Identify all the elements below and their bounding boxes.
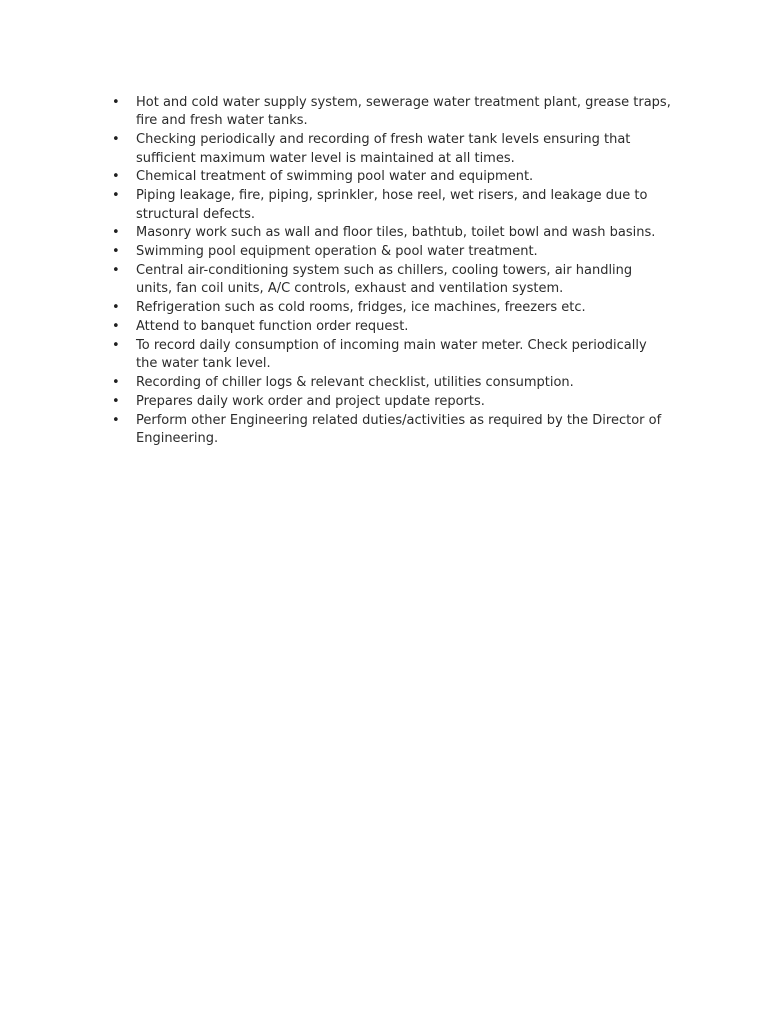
list-item-text: Central air-conditioning system such as chillers, cooling towers, air handling units, fan coil units, A/C controls, exhaust and ventilation system.	[136, 263, 633, 297]
bullet-icon: •	[112, 319, 120, 334]
list-item-text: Hot and cold water supply system, sewerage water treatment plant, grease traps, fire and fresh water tanks.	[136, 95, 671, 129]
list-item	[112, 243, 672, 261]
list-item	[112, 224, 672, 242]
bullet-icon: •	[112, 393, 120, 409]
list-item-text: Refrigeration such as cold rooms, fridges, ice machines, freezers etc.	[136, 300, 586, 316]
list-item	[112, 262, 672, 299]
bullet-icon: •	[112, 95, 120, 110]
list-item	[112, 299, 672, 317]
bullet-icon: •	[112, 244, 120, 260]
list-item	[112, 393, 672, 411]
list-item-text: Attend to banquet function order request.	[136, 319, 409, 334]
list-item	[112, 94, 672, 131]
bullet-icon: •	[112, 225, 120, 241]
list-item-text: Prepares daily work order and project update reports.	[136, 393, 485, 409]
list-item	[112, 412, 672, 449]
list-item-text: Swimming pool equipment operation & pool water treatment.	[136, 244, 538, 260]
list-item-text: To record daily consumption of incoming main water meter. Check periodically the water tank level.	[136, 337, 647, 372]
duties-bullet-list	[112, 94, 672, 449]
bullet-icon: •	[112, 132, 120, 148]
bullet-icon: •	[112, 375, 120, 390]
list-item	[112, 318, 672, 336]
bullet-icon: •	[112, 300, 120, 316]
list-item	[112, 168, 672, 186]
list-item	[112, 337, 672, 374]
list-item-text: Checking periodically and recording of fresh water tank levels ensuring that sufficient maximum water level is maintained at all times.	[136, 132, 631, 166]
list-item-text: Perform other Engineering related duties/activities as required by the Director of Engineering.	[136, 412, 662, 446]
list-item-text: Recording of chiller logs & relevant checklist, utilities consumption.	[136, 375, 574, 390]
bullet-icon: •	[112, 188, 120, 204]
bullet-icon: •	[112, 412, 120, 428]
bullet-icon: •	[112, 169, 120, 185]
list-item	[112, 374, 672, 392]
list-item	[112, 131, 672, 168]
list-item-text: Piping leakage, fire, piping, sprinkler, hose reel, wet risers, and leakage due to structural defects.	[136, 188, 648, 222]
bullet-icon: •	[112, 263, 120, 278]
bullet-icon: •	[112, 337, 120, 353]
list-item-text: Masonry work such as wall and floor tiles, bathtub, toilet bowl and wash basins.	[136, 225, 656, 241]
list-item	[112, 187, 672, 224]
list-item-text: Chemical treatment of swimming pool water and equipment.	[136, 169, 534, 185]
